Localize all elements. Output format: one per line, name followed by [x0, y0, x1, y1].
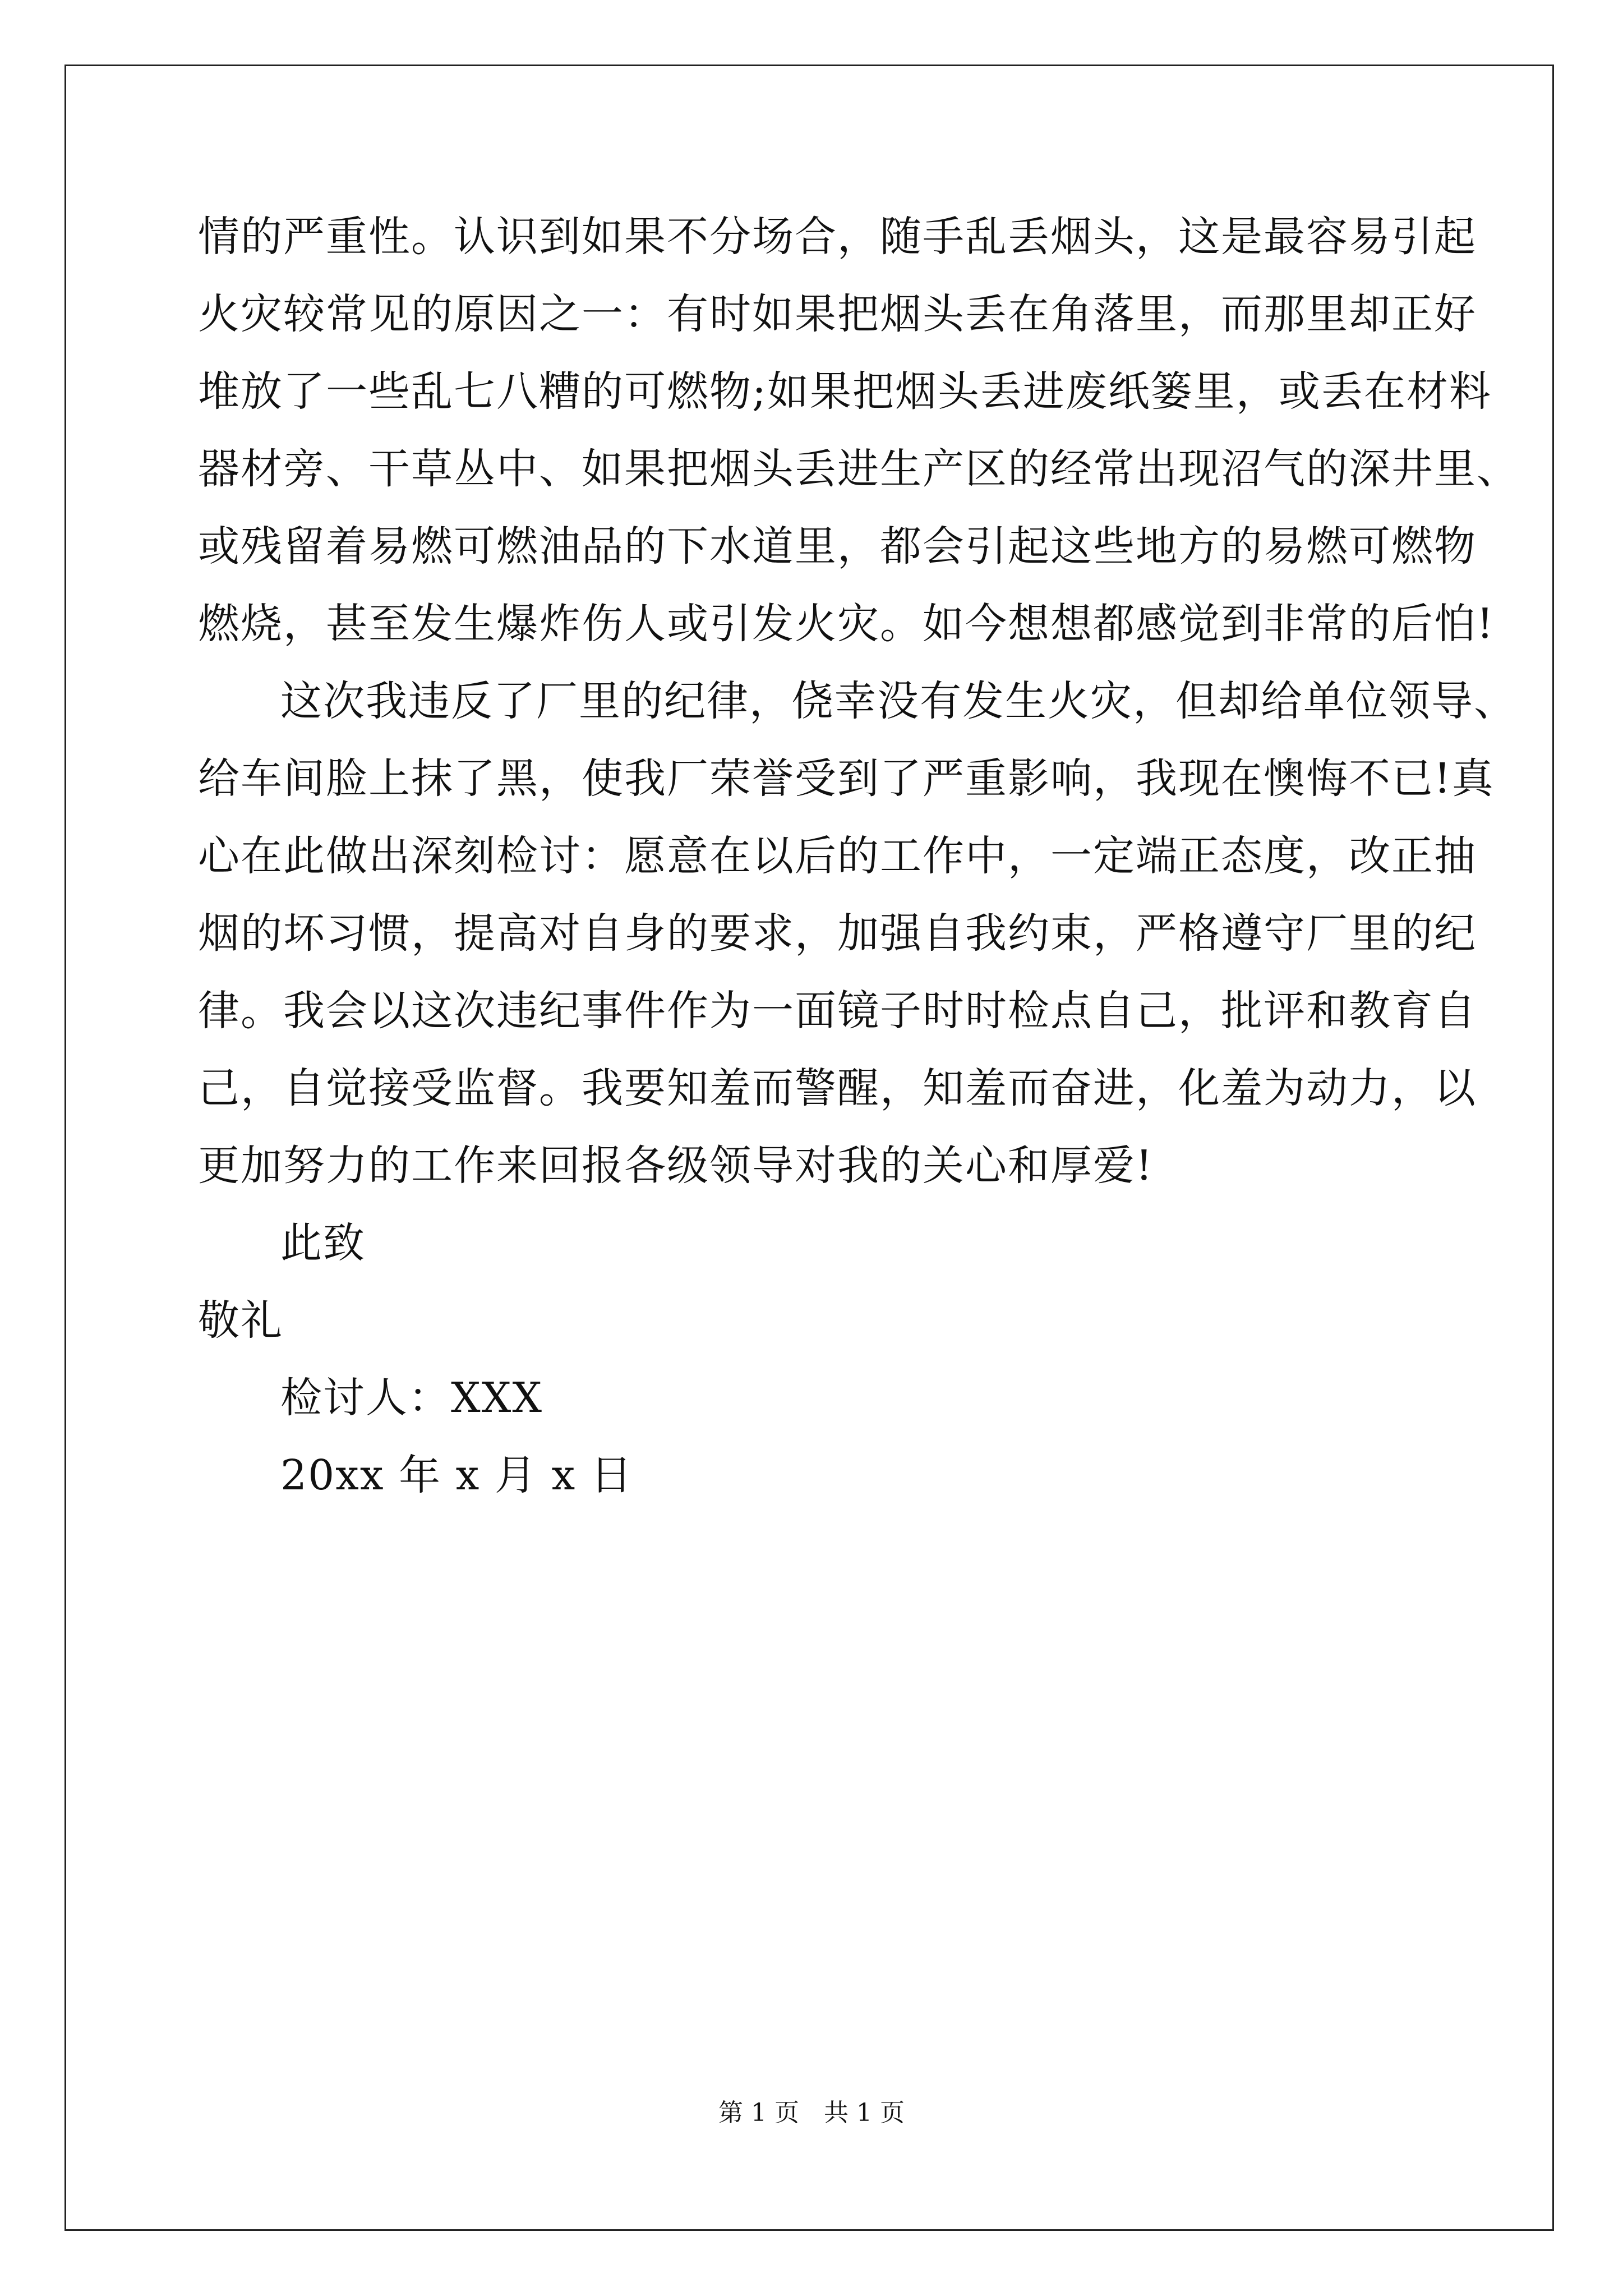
body-line-9: 心在此做出深刻检讨：愿意在以后的工作中，一定端正态度，改正抽	[198, 832, 1477, 880]
date-text: 20xx 年 x 月 x 日	[280, 1451, 633, 1499]
body-line-11: 律。我会以这次违纪事件作为一面镜子时时检点自己，批评和教育自	[198, 987, 1477, 1035]
body-line-6: 燃烧，甚至发生爆炸伤人或引发火灾。如今想想都感觉到非常的后怕!	[198, 600, 1495, 648]
body-line-12: 己，自觉接受监督。我要知羞而警醒，知羞而奋进，化羞为动力，以	[198, 1064, 1477, 1112]
body-line-5: 或残留着易燃可燃油品的下水道里，都会引起这些地方的易燃可燃物	[198, 522, 1477, 570]
body-line-2: 火灾较常见的原因之一：有时如果把烟头丢在角落里，而那里却正好	[198, 290, 1477, 338]
body-line-13: 更加努力的工作来回报各级领导对我的关心和厚爱!	[198, 1142, 1154, 1190]
body-line-8: 给车间脸上抹了黑，使我厂荣誉受到了严重影响，我现在懊悔不已!真	[198, 754, 1495, 803]
salutation-text: 敬礼	[198, 1296, 283, 1345]
closing-text: 此致	[280, 1219, 366, 1267]
page-number-footer: 第 1 页 共 1 页	[718, 2099, 905, 2127]
body-line-7: 这次我违反了厂里的纪律，侥幸没有发生火灾，但却给单位领导、	[280, 677, 1516, 725]
body-line-1: 情的严重性。认识到如果不分场合，随手乱丢烟头，这是最容易引起	[198, 213, 1477, 261]
body-line-4: 器材旁、干草丛中、如果把烟头丢进生产区的经常出现沼气的深井里、	[198, 445, 1519, 493]
signature-text: 检讨人：XXX	[280, 1374, 543, 1422]
body-line-3: 堆放了一些乱七八糟的可燃物;如果把烟头丢进废纸篓里，或丢在材料	[198, 367, 1492, 416]
body-line-10: 烟的坏习惯，提高对自身的要求，加强自我约束，严格遵守厂里的纪	[198, 909, 1477, 958]
